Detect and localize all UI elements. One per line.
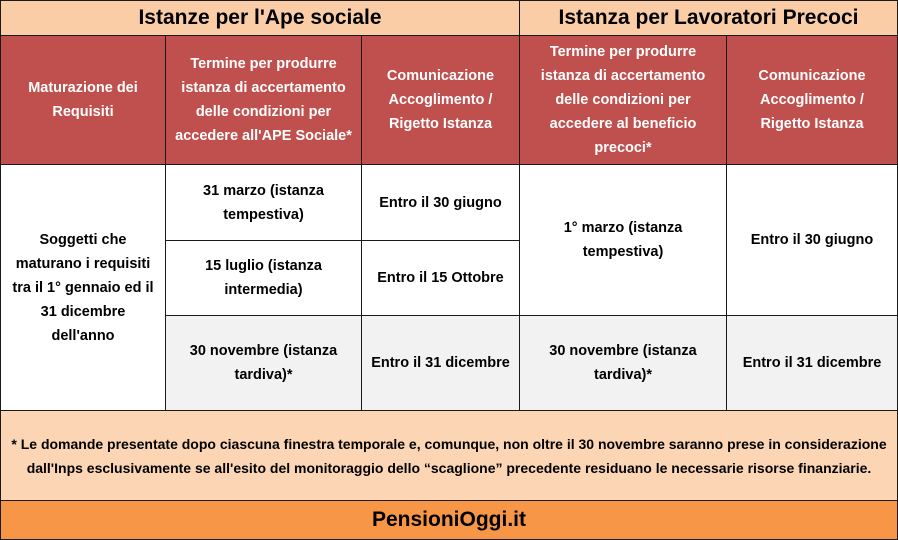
ape-comunicazione-1: Entro il 30 giugno (362, 165, 520, 241)
header-comunicazione-precoci: Comunicazione Accoglimento / Rigetto Istanza (727, 36, 898, 165)
precoci-title: Istanza per Lavoratori Precoci (520, 0, 898, 36)
header-comunicazione-ape: Comunicazione Accoglimento / Rigetto Istanza (362, 36, 520, 165)
header-termine-ape: Termine per produrre istanza di accertamento delle condizioni per accedere all'APE Sociale* (166, 36, 362, 165)
ape-termine-3: 30 novembre (istanza tardiva)* (166, 316, 362, 411)
soggetti-cell: Soggetti che maturano i requisiti tra il 1° gennaio ed il 31 dicembre dell'anno (0, 165, 166, 411)
header-maturazione: Maturazione dei Requisiti (0, 36, 166, 165)
precoci-comunicazione-1: Entro il 30 giugno (727, 165, 898, 316)
ape-title: Istanze per l'Ape sociale (0, 0, 520, 36)
precoci-termine-3: 30 novembre (istanza tardiva)* (520, 316, 727, 411)
header-termine-precoci: Termine per produrre istanza di accertamento delle condizioni per accedere al beneficio precoci* (520, 36, 727, 165)
precoci-comunicazione-3: Entro il 31 dicembre (727, 316, 898, 411)
precoci-termine-1: 1° marzo (istanza tempestiva) (520, 165, 727, 316)
ape-termine-2: 15 luglio (istanza intermedia) (166, 241, 362, 316)
ape-comunicazione-3: Entro il 31 dicembre (362, 316, 520, 411)
ape-comunicazione-2: Entro il 15 Ottobre (362, 241, 520, 316)
brand-footer: PensioniOggi.it (0, 501, 898, 540)
footnote: * Le domande presentate dopo ciascuna finestra temporale e, comunque, non oltre il 30 novembre saranno prese in considerazione dall'Inps esclusivamente se all'esito del monitoraggio dello “scaglione” precedente residuano le necessarie risorse finanziarie. (0, 411, 898, 501)
ape-termine-1: 31 marzo (istanza tempestiva) (166, 165, 362, 241)
